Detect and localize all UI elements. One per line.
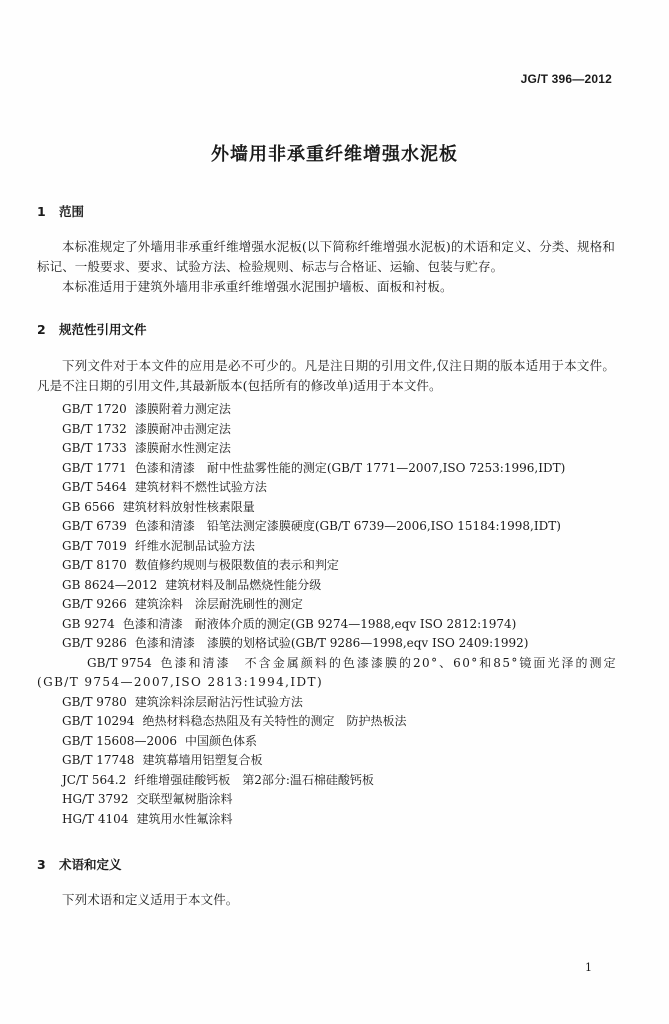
reference-title: 建筑用水性氟涂料 [136, 811, 233, 826]
reference-list [37, 400, 617, 829]
reference-code: GB/T 7019 [62, 538, 127, 553]
reference-title: 绝热材料稳态热阻及有关特性的测定 防护热板法 [142, 714, 407, 728]
reference-code: GB/T 6739 [62, 519, 127, 533]
reference-title: 漆膜耐冲击测定法 [134, 421, 231, 436]
reference-code: GB/T 9266 [62, 597, 127, 611]
reference-item [37, 537, 617, 557]
section-title: 规范性引用文件 [59, 322, 147, 337]
reference-item [37, 439, 617, 459]
reference-code: HG/T 3792 [62, 792, 129, 806]
reference-item [37, 498, 617, 518]
reference-item [37, 712, 617, 732]
reference-item [37, 478, 617, 498]
reference-code: GB/T 5464 [62, 480, 127, 494]
reference-title: 建筑涂料涂层耐沾污性试验方法 [134, 694, 303, 709]
reference-title: 纤维增强硅酸钙板 第2部分:温石棉硅酸钙板 [134, 772, 374, 787]
reference-item [37, 615, 617, 635]
paragraph: 本标准适用于建筑外墙用非承重纤维增强水泥围护墙板、面板和衬板。 [62, 279, 453, 294]
reference-title: 色漆和清漆 漆膜的划格试验(GB/T 9286—1998,eqv ISO 2409:1992) [134, 636, 529, 650]
reference-title: 建筑材料放射性核素限量 [122, 499, 255, 514]
reference-code: GB/T 1732 [62, 421, 127, 436]
reference-item [37, 810, 617, 830]
reference-title: 建筑涂料 涂层耐洗刷性的测定 [134, 597, 303, 611]
reference-item [37, 771, 617, 791]
reference-code: GB/T 15608—2006 [62, 733, 177, 748]
reference-item [37, 732, 617, 752]
section-number: 3 [37, 857, 46, 872]
reference-code: GB/T 8170 [62, 558, 127, 572]
paragraph: 下列文件对于本文件的应用是必不可少的。凡是注日期的引用文件,仅注日期的版本适用于本文件。凡是不注日期的引用文件,其最新版本(包括所有的修改单)适用于本文件。 [37, 358, 615, 393]
reference-title: 建筑幕墙用铝塑复合板 [142, 753, 263, 767]
reference-item [37, 459, 617, 479]
reference-title: 纤维水泥制品试验方法 [134, 538, 255, 553]
paragraph: 本标准规定了外墙用非承重纤维增强水泥板(以下简称纤维增强水泥板)的术语和定义、分类、规格和标记、一般要求、要求、试验方法、检验规则、标志与合格证、运输、包装与贮存。 [37, 239, 615, 274]
reference-title: 数值修约规则与极限数值的表示和判定 [134, 558, 339, 572]
reference-item [37, 790, 617, 810]
section-title: 术语和定义 [59, 857, 122, 872]
reference-item [37, 556, 617, 576]
section-number: 2 [37, 322, 46, 337]
section-heading-terms-and-definitions [37, 855, 122, 873]
reference-title: 建筑材料及制品燃烧性能分级 [165, 577, 322, 592]
reference-title: 色漆和清漆 不含金属颜料的色漆漆膜的20°、60°和85°镜面光泽的测定(GB/T 9754—2007,ISO 2813:1994,IDT) [37, 655, 617, 689]
reference-item [37, 420, 617, 440]
reference-item [37, 576, 617, 596]
reference-code: GB/T 9754 [87, 655, 152, 670]
reference-code: GB/T 1720 [62, 402, 127, 416]
reference-title: 交联型氟树脂涂料 [136, 792, 233, 806]
reference-code: GB/T 1733 [62, 441, 127, 455]
reference-item [37, 634, 617, 654]
page-number: 1 [585, 961, 592, 974]
reference-title: 建筑材料不燃性试验方法 [134, 480, 267, 494]
reference-code: GB/T 10294 [62, 714, 135, 728]
paragraph: 下列术语和定义适用于本文件。 [62, 892, 239, 907]
reference-code: HG/T 4104 [62, 811, 129, 826]
standard-code: JG/T 396—2012 [520, 72, 612, 86]
reference-title: 漆膜耐水性测定法 [134, 441, 231, 455]
reference-item [37, 595, 617, 615]
reference-title: 漆膜附着力测定法 [134, 402, 231, 416]
section-number: 1 [37, 204, 46, 219]
reference-title: 中国颜色体系 [184, 733, 257, 748]
reference-title: 色漆和清漆 铅笔法测定漆膜硬度(GB/T 6739—2006,ISO 15184:1998,IDT) [134, 519, 561, 533]
document-title: 外墙用非承重纤维增强水泥板 [211, 144, 458, 165]
reference-title: 色漆和清漆 耐中性盐雾性能的测定(GB/T 1771—2007,ISO 7253:1996,IDT) [134, 460, 566, 475]
reference-title: 色漆和清漆 耐液体介质的测定(GB 9274—1988,eqv ISO 2812:1974) [122, 616, 517, 631]
reference-code: JC/T 564.2 [62, 772, 127, 787]
reference-code: GB 8624—2012 [62, 577, 158, 592]
reference-code: GB/T 1771 [62, 460, 127, 475]
reference-item [37, 693, 617, 713]
reference-item [37, 654, 617, 693]
reference-item [37, 751, 617, 771]
reference-item [37, 517, 617, 537]
section-heading-scope [37, 202, 84, 220]
reference-code: GB 9274 [62, 616, 115, 631]
reference-code: GB/T 9780 [62, 694, 127, 709]
reference-code: GB 6566 [62, 499, 115, 514]
reference-code: GB/T 9286 [62, 636, 127, 650]
section-heading-normative-references [37, 320, 147, 338]
reference-code: GB/T 17748 [62, 753, 135, 767]
reference-item [37, 400, 617, 420]
section-title: 范围 [59, 204, 85, 219]
